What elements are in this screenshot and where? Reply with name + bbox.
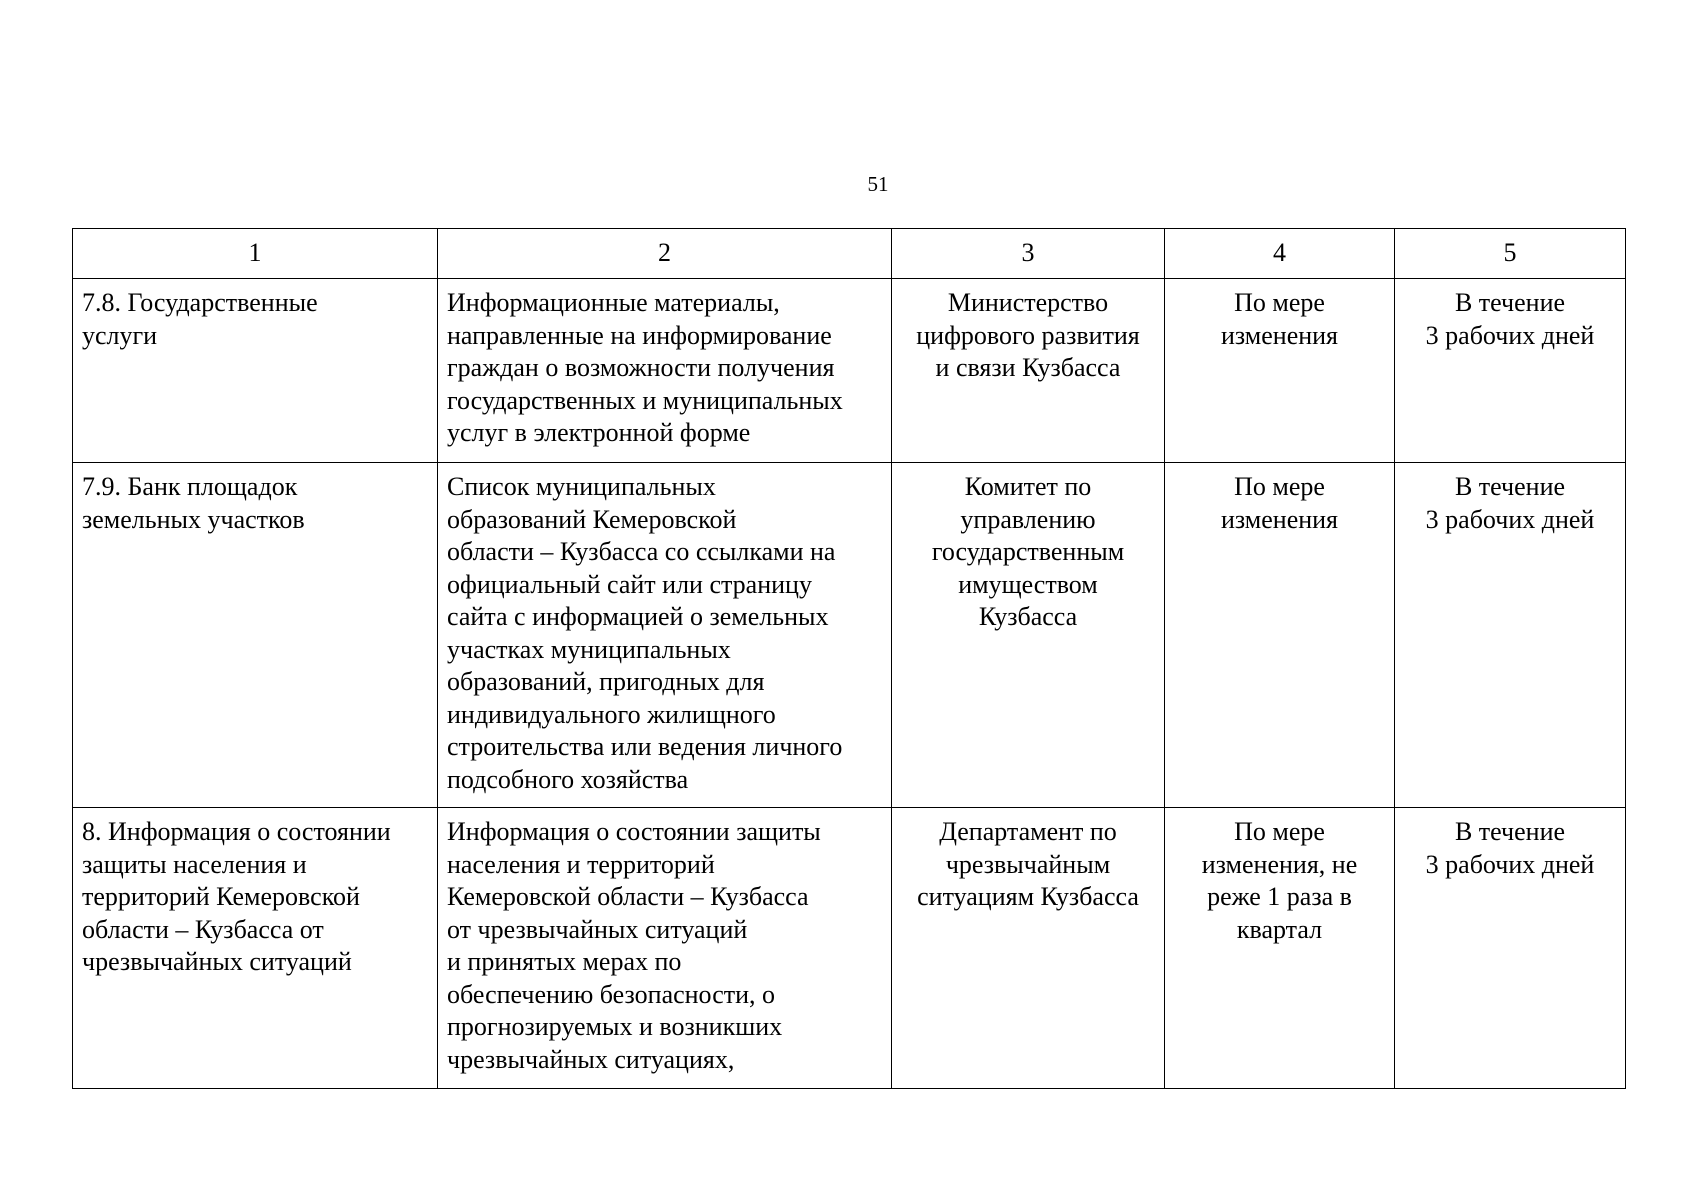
content-cell: [438, 279, 892, 463]
responsible-text: Министерство цифрового развития и связи Кузбасса: [916, 288, 1140, 382]
responsible-text: Комитет по управлению государственным имуществом Кузбасса: [931, 472, 1125, 631]
column-header: 4: [1165, 229, 1395, 279]
column-header: 3: [892, 229, 1165, 279]
frequency-text: По мере изменения: [1220, 472, 1339, 534]
section-cell: [73, 279, 438, 463]
table-row: [73, 808, 1626, 1089]
responsible-cell: [892, 279, 1165, 463]
content-text: Информационные материалы, направленные на информирование граждан о возможности получения государственных и муниципальных услуг в электронной форме: [447, 288, 843, 447]
responsible-cell: [892, 463, 1165, 808]
column-header: 2: [438, 229, 892, 279]
section-text: 7.9. Банк площадок земельных участков: [82, 472, 305, 534]
column-header: 1: [73, 229, 438, 279]
frequency-text: По мере изменения: [1220, 288, 1339, 350]
table-row: [73, 463, 1626, 808]
table-header-row: [73, 229, 1626, 279]
column-header: 5: [1395, 229, 1626, 279]
section-cell: [73, 808, 438, 1089]
page-number: 51: [867, 172, 889, 196]
deadline-text: В течение 3 рабочих дней: [1425, 817, 1595, 879]
deadline-cell: [1395, 463, 1626, 808]
table-row: [73, 279, 1626, 463]
content-text: Список муниципальных образований Кемеровской области – Кузбасса со ссылками на официальный сайт или страницу сайта с информацией о земельных участках муниципальных образований, пригодных для индивидуального жилищного строительства или ведения личного подсобного хозяйства: [447, 472, 843, 794]
frequency-text: По мере изменения, не реже 1 раза в квартал: [1201, 817, 1358, 944]
frequency-cell: [1165, 279, 1395, 463]
section-text: 7.8. Государственные услуги: [82, 288, 318, 350]
responsible-text: Департамент по чрезвычайным ситуациям Кузбасса: [917, 817, 1139, 911]
deadline-text: В течение 3 рабочих дней: [1425, 288, 1595, 350]
deadline-text: В течение 3 рабочих дней: [1425, 472, 1595, 534]
document-table: [72, 228, 1626, 1089]
frequency-cell: [1165, 463, 1395, 808]
section-text: 8. Информация о состоянии защиты населения и территорий Кемеровской области – Кузбасса от чрезвычайных ситуаций: [82, 817, 391, 976]
content-cell: [438, 808, 892, 1089]
responsible-cell: [892, 808, 1165, 1089]
frequency-cell: [1165, 808, 1395, 1089]
deadline-cell: [1395, 808, 1626, 1089]
content-cell: [438, 463, 892, 808]
deadline-cell: [1395, 279, 1626, 463]
content-text: Информация о состоянии защиты населения и территорий Кемеровской области – Кузбасса от чрезвычайных ситуаций и принятых мерах по обеспечению безопасности, о прогнозируемых и возникших чрезвычайных ситуациях,: [447, 817, 821, 1074]
section-cell: [73, 463, 438, 808]
